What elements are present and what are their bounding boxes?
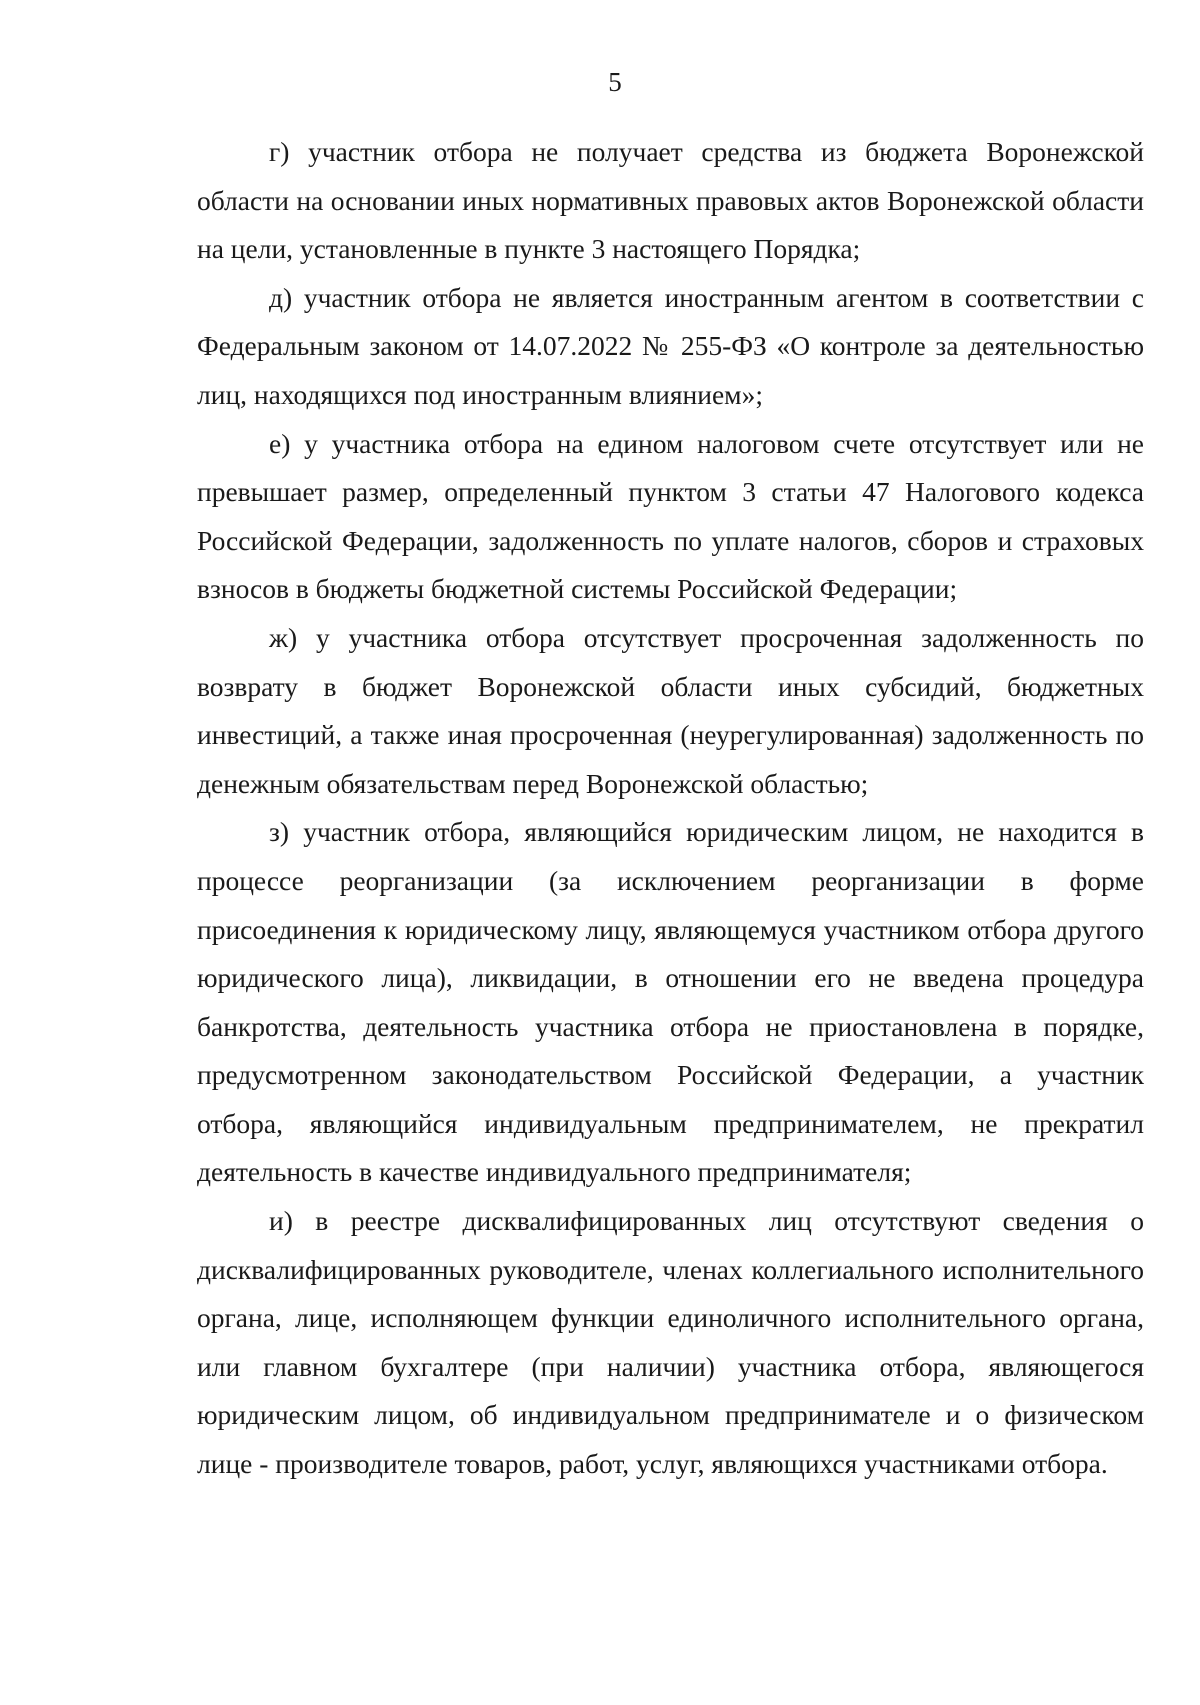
page-number: 5: [608, 67, 622, 97]
paragraph-g: г) участник отбора не получает средства из бюджета Воронежской области на основании иных нормативных правовых актов Воронежской области на цели, установленные в пункте 3 настоящего Порядка;: [197, 136, 1144, 265]
paragraph-z: з) участник отбора, являющийся юридическим лицом, не находится в процессе реорганизации (за исключением реорганизации в форме присоединения к юридическому лицу, являющемуся участником отбора другого юридического лица), ликвидации, в отношении его не введена процедура банкротства, деятельность участника отбора не приостановлена в порядке, предусмотренном законодательством Российской Федерации, а участник отбора, являющийся индивидуальным предпринимателем, не прекратил деятельность в качестве индивидуального предпринимателя;: [197, 816, 1144, 1188]
document-body: [197, 128, 1144, 1489]
paragraph-e: е) у участника отбора на едином налоговом счете отсутствует или не превышает размер, определенный пунктом 3 статьи 47 Налогового кодекса Российской Федерации, задолженность по уплате налогов, сборов и страховых взносов в бюджеты бюджетной системы Российской Федерации;: [197, 427, 1144, 605]
paragraph-d: д) участник отбора не является иностранным агентом в соответствии с Федеральным законом от 14.07.2022 № 255-ФЗ «О контроле за деятельностью лиц, находящихся под иностранным влиянием»;: [197, 281, 1144, 410]
paragraph-i: и) в реестре дисквалифицированных лиц отсутствуют сведения о дисквалифицированных руководителе, членах коллегиального исполнительного органа, лице, исполняющем функции единоличного исполнительного органа, или главном бухгалтере (при наличии) участника отбора, являющегося юридическим лицом, об индивидуальном предпринимателе и о физическом лице - производителе товаров, работ, услуг, являющихся участниками отбора.: [197, 1205, 1144, 1480]
paragraph-zh: ж) у участника отбора отсутствует просроченная задолженность по возврату в бюджет Воронежской области иных субсидий, бюджетных инвестиций, а также иная просроченная (неурегулированная) задолженность по денежным обязательствам перед Воронежской областью;: [197, 621, 1144, 799]
